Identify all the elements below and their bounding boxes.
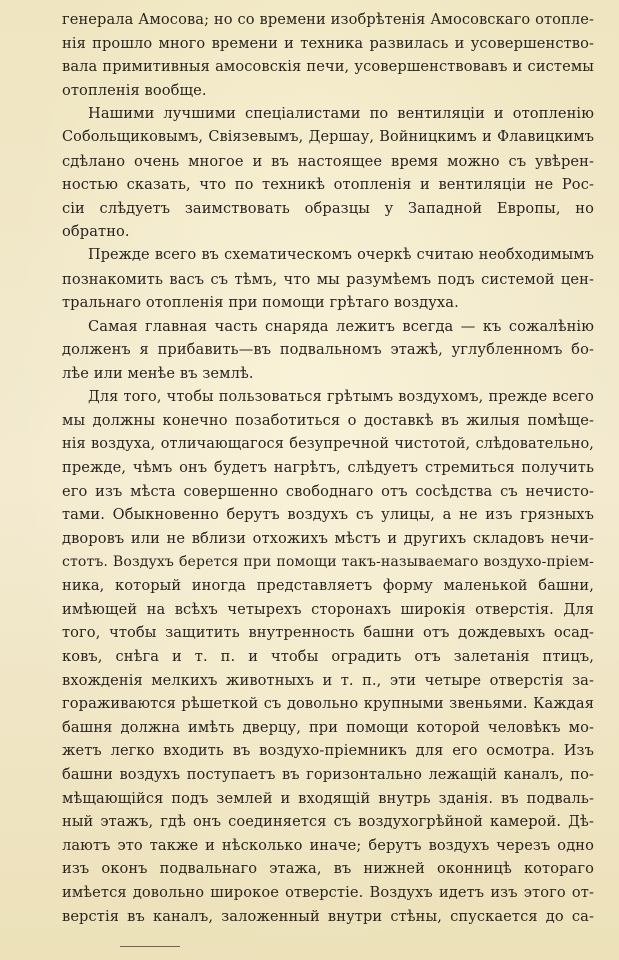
text-line: стотъ. Воздухъ берется при помощи такъ-называемаго воздухо-пріем-: [62, 553, 594, 570]
text-line: Нашими лучшими спеціалистами по вентиляціи и отопленію: [88, 105, 594, 123]
text-line: долженъ я прибавить—въ подвальномъ этажѣ, углубленномъ бо-: [62, 341, 594, 359]
text-line: нія воздуха, отличающагося безупречной чистотой, слѣдовательно,: [62, 435, 594, 452]
text-line: жетъ легко входить въ воздухо-пріемникъ для его осмотра. Изъ: [62, 742, 594, 760]
text-line: вхожденія мелкихъ животныхъ и т. п., эти четыре отверстія за-: [62, 671, 594, 689]
text-line: Самая главная часть снаряда лежитъ всегда — къ сожалѣнію: [88, 317, 594, 335]
text-line: ный этажъ, гдѣ онъ соединяется съ воздухогрѣйной камерой. Дѣ-: [62, 813, 594, 831]
text-line: Собольщиковымъ, Свіязевымъ, Дершау, Войницкимъ и Флавицкимъ: [62, 128, 594, 145]
text-line: Для того, чтобы пользоваться грѣтымъ воздухомъ, прежде всего: [88, 388, 594, 405]
text-line: нія прошло много времени и техника развилась и усовершенство-: [62, 34, 594, 52]
text-line: мы должны конечно позаботиться о доставкѣ въ жилыя помѣще-: [62, 412, 594, 430]
text-line: верстія въ каналъ, заложенный внутри стѣны, спускается до са-: [62, 907, 594, 925]
text-line: имѣющей на всѣхъ четырехъ сторонахъ широкія отверстія. Для: [62, 600, 594, 618]
text-line: отопленія вообще.: [62, 81, 207, 99]
text-line: Прежде всего въ схематическомъ очеркѣ считаю необходимымъ: [88, 246, 594, 263]
text-line: дворовъ или не вблизи отхожихъ мѣстъ и другихъ складовъ нечи-: [62, 530, 594, 548]
text-line: ностью сказать, что по техникѣ отопленія и вентиляціи не Рос-: [62, 176, 594, 194]
text-line: сдѣлано очень многое и въ настоящее время можно съ увѣрен-: [62, 152, 594, 170]
text-line: лаютъ это также и нѣсколько иначе; берутъ воздухъ черезъ одно: [62, 836, 594, 854]
text-line: ковъ, снѣга и т. п. и чтобы оградить отъ залетанія птицъ,: [62, 648, 594, 666]
text-line: горaживаются рѣшеткой съ довольно крупными звеньями. Каждая: [62, 695, 594, 713]
text-line: его изъ мѣста совершенно свободнаго отъ сосѣдства съ нечисто-: [62, 482, 594, 500]
text-line: того, чтобы защитить внутренность башни отъ дождевыхъ осад-: [62, 624, 594, 642]
text-line: башни воздухъ поступаетъ въ горизонтально лежащій каналъ, по-: [62, 766, 594, 783]
text-line: сіи слѣдуетъ заимствовать образцы у Западной Европы, но: [62, 199, 594, 217]
text-line: имѣется довольно широкое отверстіе. Воздухъ идетъ изъ этого от-: [62, 883, 594, 901]
page-text: [62, 8, 594, 928]
text-line: генерала Амосова; но со времени изобрѣтенія Амосовскаго отопле-: [62, 11, 594, 28]
text-line: тральнаго отопленія при помощи грѣтаго воздуха.: [62, 294, 459, 312]
text-line: ника, который иногда представляетъ форму маленькой башни,: [62, 577, 594, 595]
text-line: лѣе или менѣе въ землѣ.: [62, 364, 254, 382]
text-line: изъ оконъ подвальнаго этажа, въ нижней оконницѣ котораго: [62, 860, 594, 878]
text-line: прежде, чѣмъ онъ будетъ нагрѣтъ, слѣдуетъ стремиться получить: [62, 459, 594, 477]
text-line: мѣщающійся подъ землей и входящій внутрь зданія. въ подваль-: [62, 789, 594, 807]
text-line: башня должна имѣть дверцу, при помощи которой человѣкъ мо-: [62, 718, 594, 736]
text-line: тами. Обыкновенно берутъ воздухъ съ улицы, а не изъ грязныхъ: [62, 506, 594, 524]
text-line: обратно.: [62, 223, 130, 241]
text-line: вала примитивныя амосовскія печи, усовершенствовавъ и системы: [62, 58, 594, 76]
text-line: познакомить васъ съ тѣмъ, что мы разумѣемъ подъ системой цен-: [62, 270, 594, 288]
bottom-rule: [120, 946, 180, 947]
